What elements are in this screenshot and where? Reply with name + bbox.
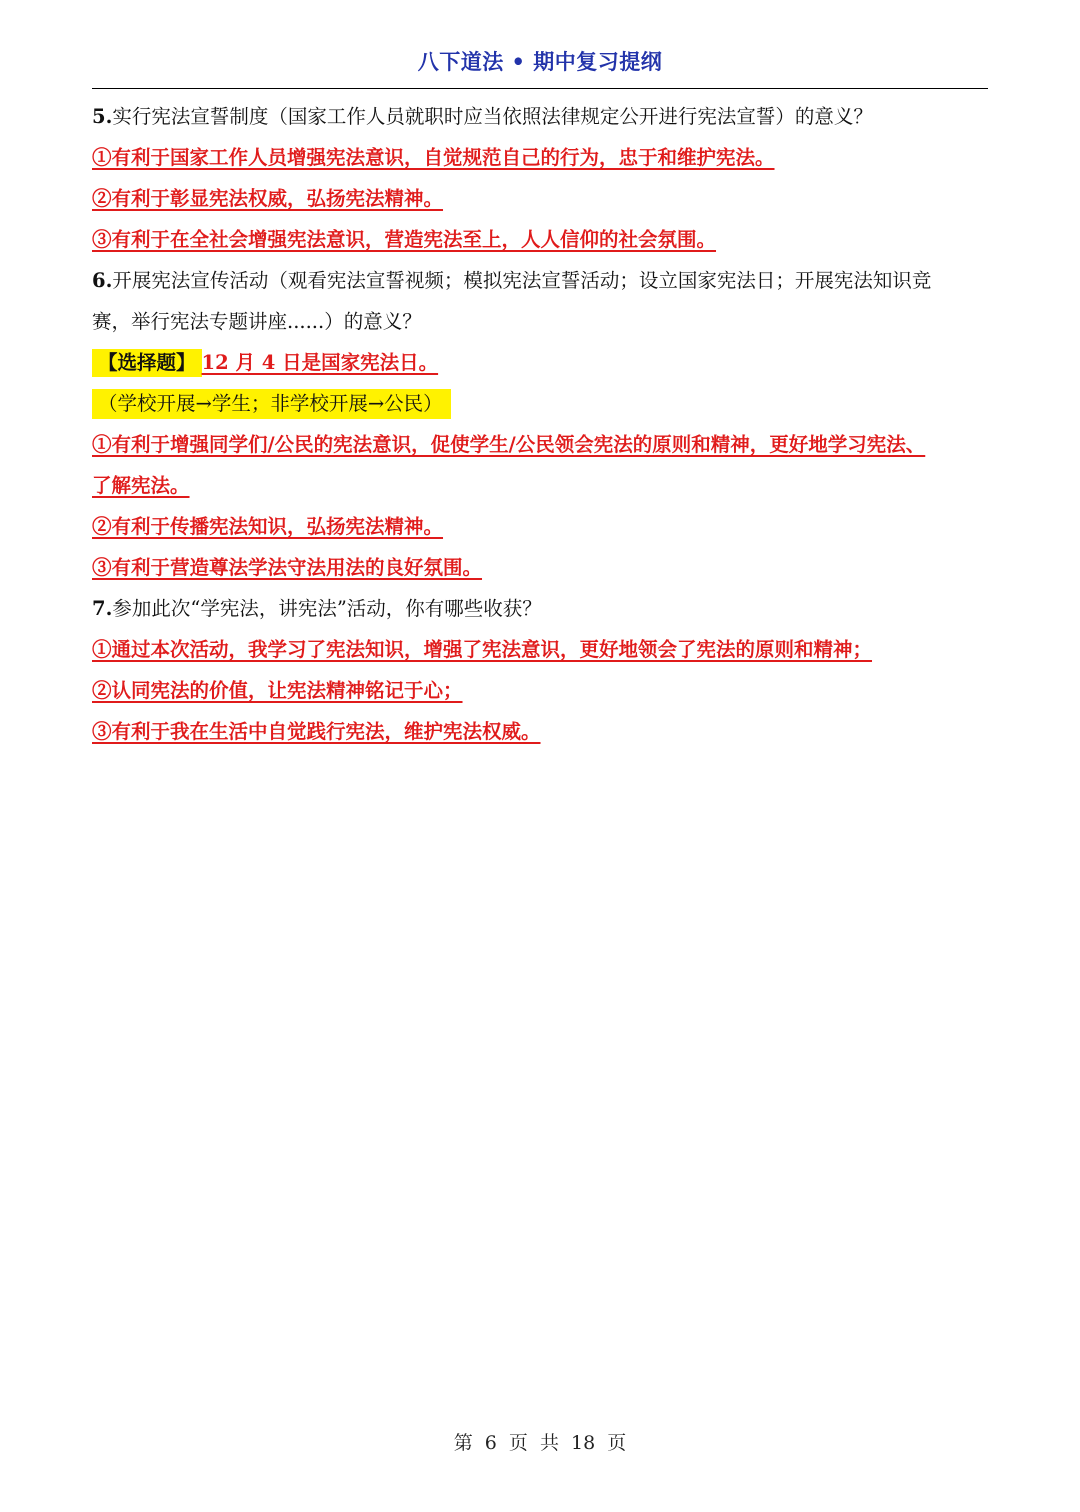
answer-item: ③有利于营造尊法学法守法用法的良好氛围。 (92, 556, 483, 579)
choice-question-note (92, 342, 988, 383)
question-number: 6. (92, 269, 113, 292)
question-5 (92, 96, 988, 137)
header-divider (92, 88, 988, 89)
answer-item: ②认同宪法的价值，让宪法精神铭记于心； (92, 679, 463, 702)
answer-item-continued: 了解宪法。 (92, 474, 190, 497)
question-6-continued: 赛，举行宪法专题讲座......）的意义？ (92, 310, 422, 333)
question-number: 5. (92, 105, 113, 128)
answer-item: ③有利于我在生活中自觉践行宪法，维护宪法权威。 (92, 720, 541, 743)
page-number-footer: 第 6 页 共 18 页 (453, 1432, 627, 1454)
question-7 (92, 588, 988, 629)
question-text: 开展宪法宣传活动（观看宪法宣誓视频；模拟宪法宣誓活动；设立国家宪法日；开展宪法知识竞 (112, 269, 932, 292)
document-body (92, 96, 988, 752)
question-number: 7. (92, 597, 113, 620)
audience-note (92, 383, 988, 424)
constitution-day-fact: 12 月 4 日是国家宪法日。 (201, 351, 439, 374)
answer-item: ③有利于在全社会增强宪法意识，营造宪法至上，人人信仰的社会氛围。 (92, 228, 717, 251)
page-header-title: 八下道法 • 期中复习提纲 (417, 49, 663, 74)
question-text: 实行宪法宣誓制度（国家工作人员就职时应当依照法律规定公开进行宪法宣誓）的意义？ (112, 105, 873, 128)
question-text: 参加此次“学宪法，讲宪法”活动，你有哪些收获？ (112, 597, 542, 620)
answer-item: ①有利于国家工作人员增强宪法意识，自觉规范自己的行为，忠于和维护宪法。 (92, 146, 775, 169)
answer-item: ②有利于传播宪法知识，弘扬宪法精神。 (92, 515, 444, 538)
question-6 (92, 260, 988, 301)
answer-item: ①通过本次活动，我学习了宪法知识，增强了宪法意识，更好地领会了宪法的原则和精神； (92, 638, 873, 661)
choice-tag-highlight: 【选择题】 (92, 349, 202, 377)
answer-item: ①有利于增强同学们/公民的宪法意识，促使学生/公民领会宪法的原则和精神，更好地学习宪法、 (92, 433, 926, 456)
audience-note-highlight: （学校开展→学生；非学校开展→公民） (92, 389, 451, 419)
answer-item: ②有利于彰显宪法权威，弘扬宪法精神。 (92, 187, 444, 210)
